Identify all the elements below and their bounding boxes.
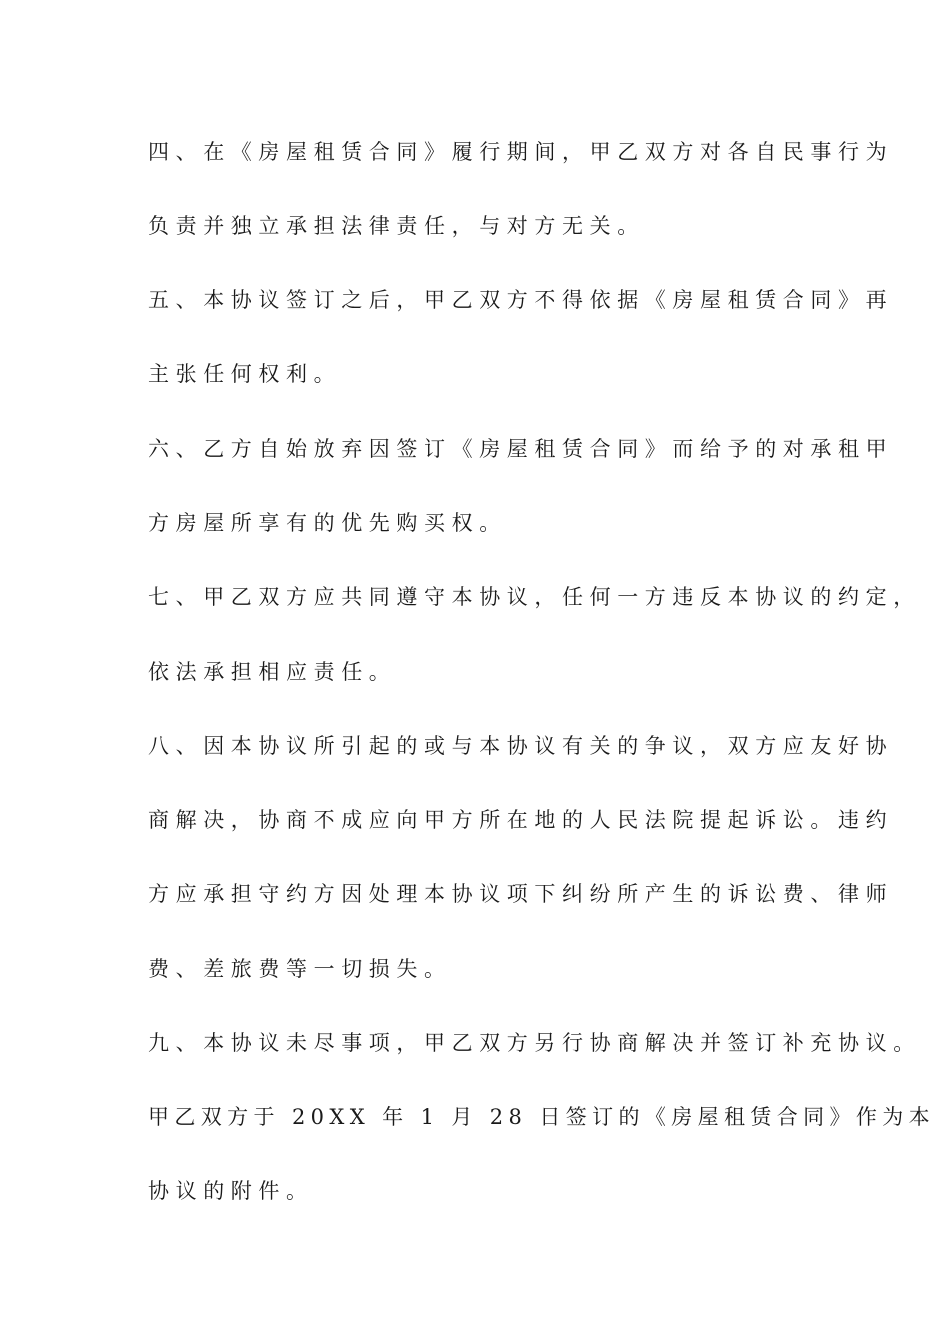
clause-5-line-1: 五、本协议签订之后，甲乙双方不得依据《房屋租赁合同》再 [148, 288, 894, 312]
clause-9-line-2: 甲乙双方于 20XX 年 1 月 28 日签订的《房屋租赁合同》作为本 [148, 1105, 935, 1129]
clause-6-line-2: 方房屋所享有的优先购买权。 [148, 511, 507, 535]
clause-9-line-3: 协议的附件。 [148, 1179, 314, 1203]
clause-8-line-1: 八、因本协议所引起的或与本协议有关的争议，双方应友好协 [148, 734, 894, 758]
clause-8-line-2: 商解决，协商不成应向甲方所在地的人民法院提起诉讼。违约 [148, 808, 894, 832]
clause-4-line-1: 四、在《房屋租赁合同》履行期间，甲乙双方对各自民事行为 [148, 140, 894, 164]
clause-8-line-3: 方应承担守约方因处理本协议项下纠纷所产生的诉讼费、律师 [148, 882, 894, 906]
clause-9-line-1: 九、本协议未尽事项，甲乙双方另行协商解决并签订补充协议。 [148, 1031, 921, 1055]
clause-8-line-4: 费、差旅费等一切损失。 [148, 957, 452, 981]
clause-7-line-2: 依法承担相应责任。 [148, 660, 397, 684]
clause-7-line-1: 七、甲乙双方应共同遵守本协议，任何一方违反本协议的约定， [148, 585, 921, 609]
clause-4-line-2: 负责并独立承担法律责任，与对方无关。 [148, 214, 645, 238]
clause-5-line-2: 主张任何权利。 [148, 362, 342, 386]
clause-6-line-1: 六、乙方自始放弃因签订《房屋租赁合同》而给予的对承租甲 [148, 437, 894, 461]
